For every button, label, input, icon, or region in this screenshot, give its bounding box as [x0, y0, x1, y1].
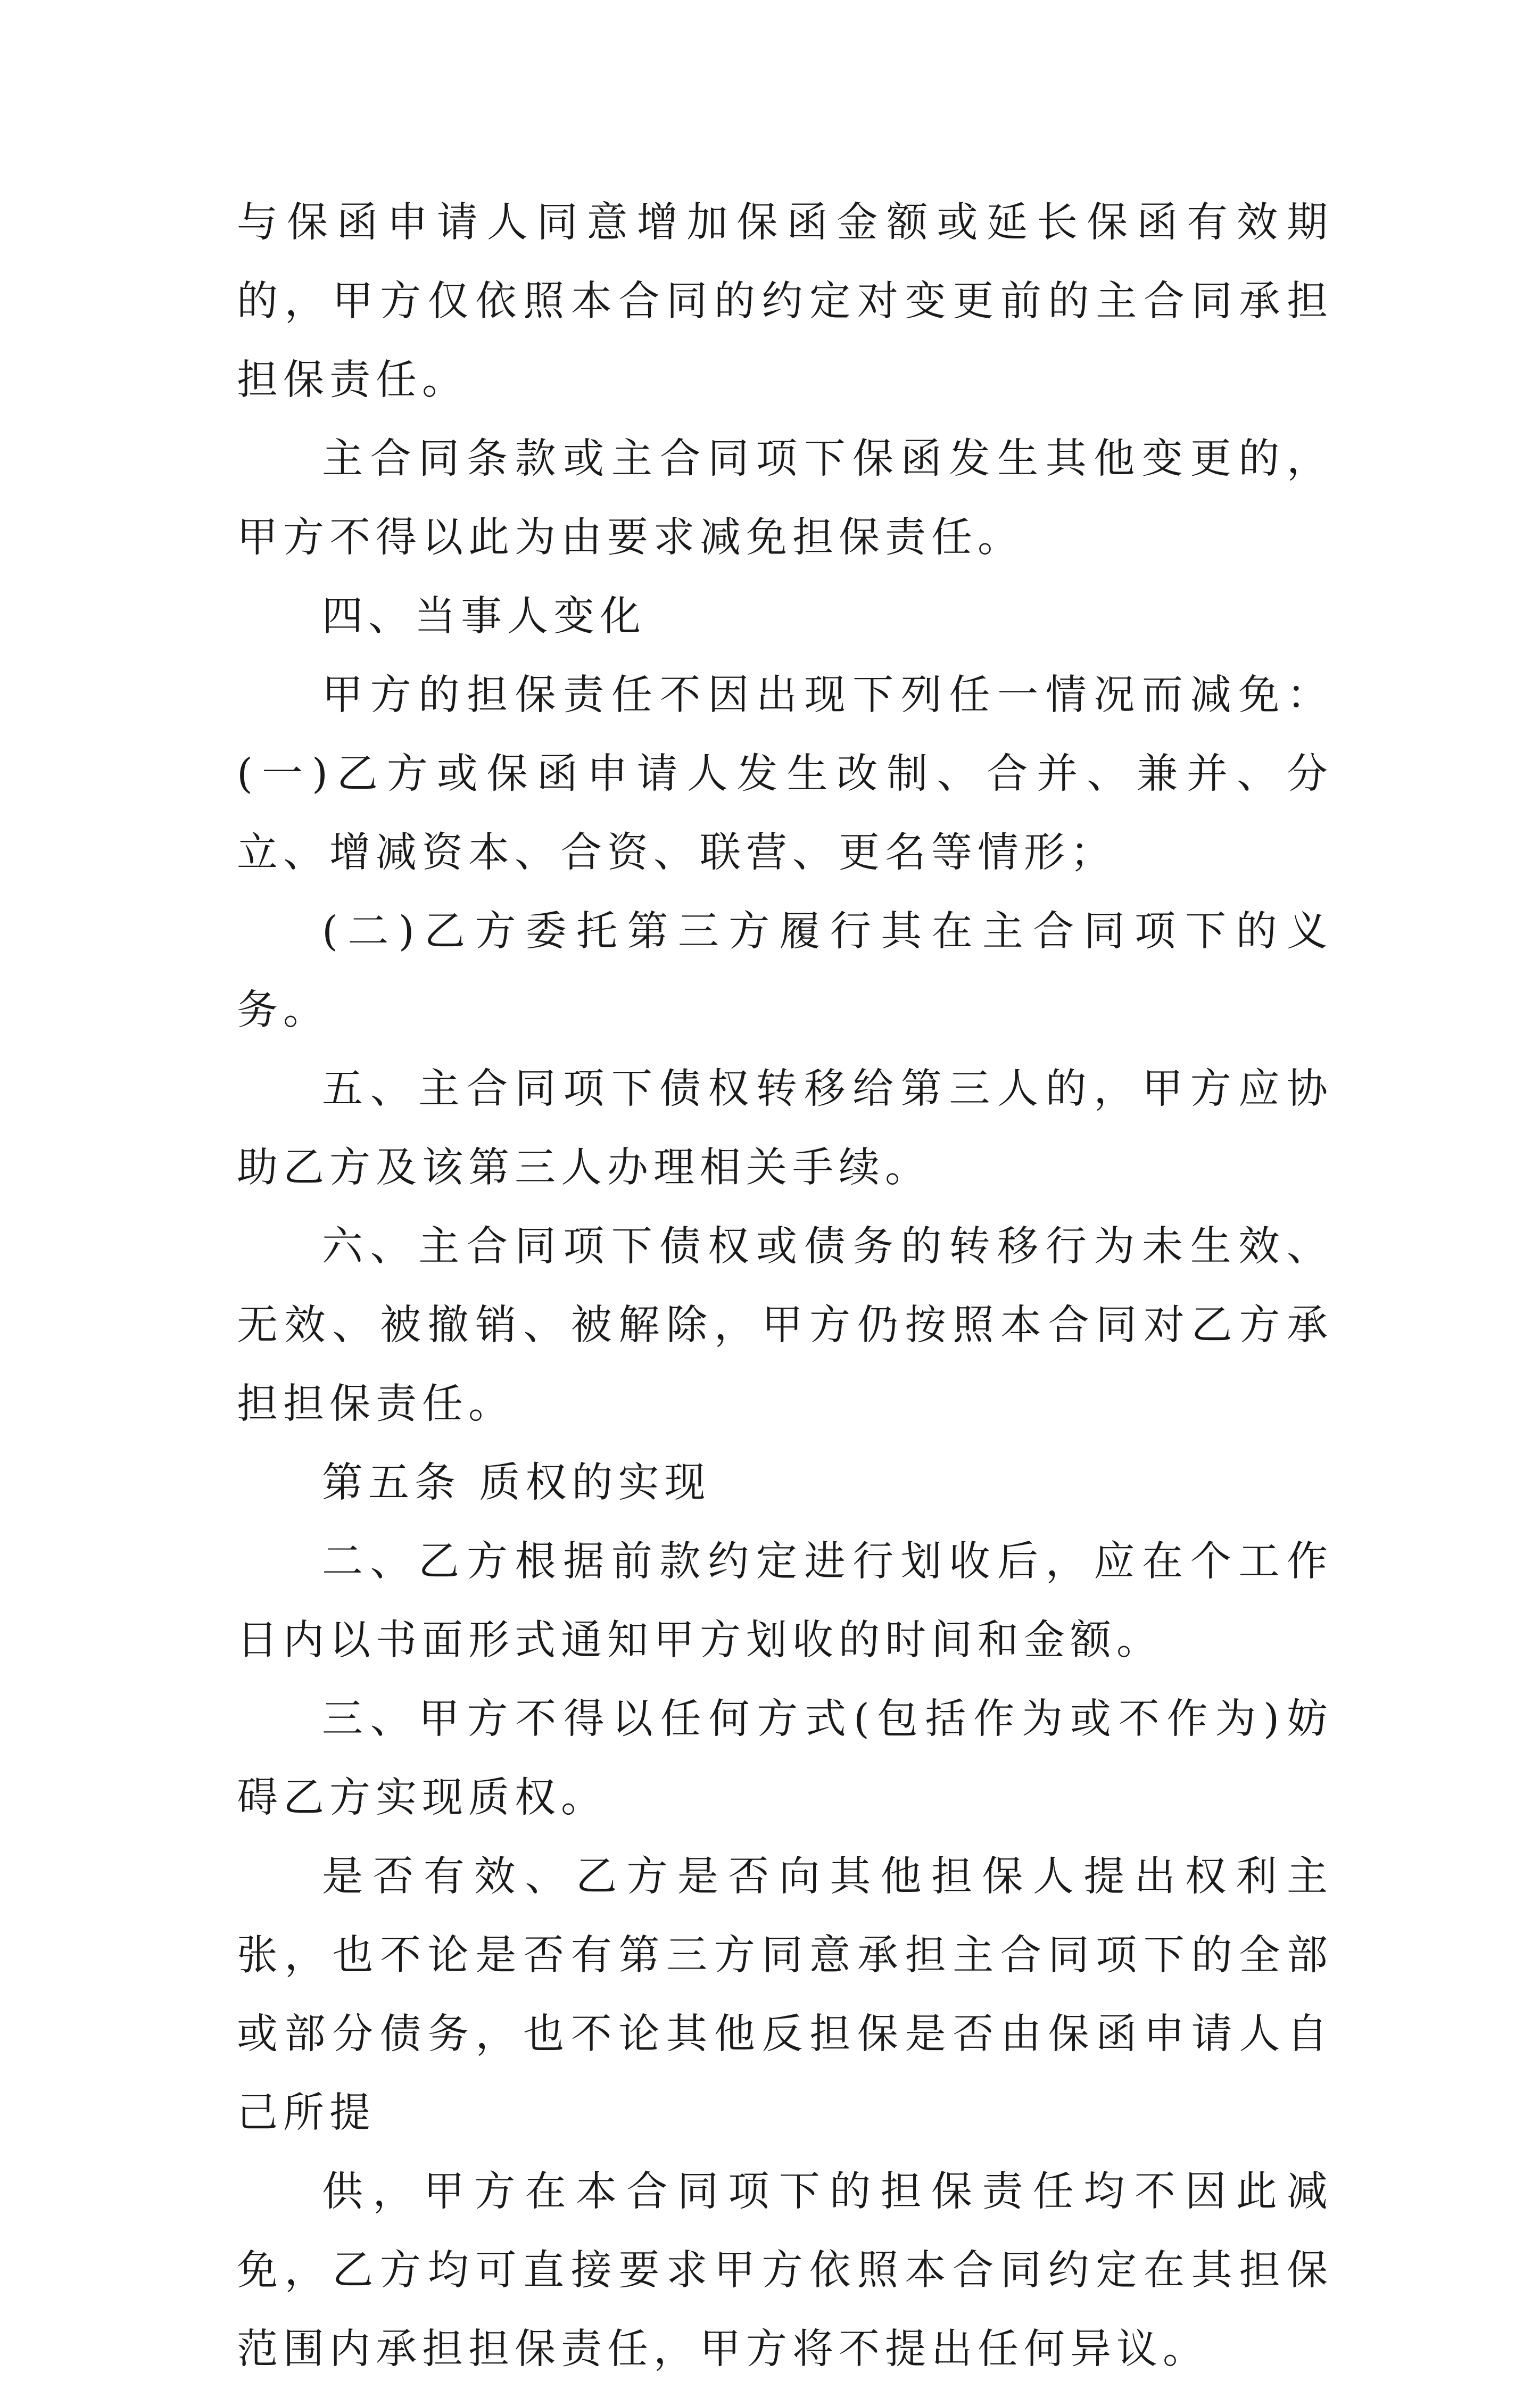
paragraph-4: 甲方的担保责任不因出现下列任一情况而减免：(一)乙方或保函申请人发生改制、合并、兼并、分立、增减资本、合资、联营、更名等情形；: [237, 672, 1333, 877]
section-heading-party-change: 四、当事人变化: [322, 593, 646, 640]
paragraph-7: 六、主合同项下债权或债务的转移行为未生效、无效、被撤销、被解除，甲方仍按照本合同对乙方承担担保责任。: [237, 1223, 1333, 1428]
paragraph-6: 五、主合同项下债权转移给第三人的，甲方应协助乙方及该第三人办理相关手续。: [237, 1065, 1333, 1192]
article-heading-pledge-realization: 第五条 质权的实现: [322, 1459, 711, 1507]
paragraph-11: 是否有效、乙方是否向其他担保人提出权利主张，也不论是否有第三方同意承担主合同项下的全部或部分债务，也不论其他反担保是否由保函申请人自己所提: [237, 1853, 1333, 2137]
paragraph-12: 供，甲方在本合同项下的担保责任均不因此减免，乙方均可直接要求甲方依照本合同约定在其担保范围内承担担保责任，甲方将不提出任何异议。: [237, 2168, 1333, 2373]
paragraph-10: 三、甲方不得以任何方式(包括作为或不作为)妨碍乙方实现质权。: [237, 1696, 1333, 1822]
paragraph-1: 与保函申请人同意增加保函金额或延长保函有效期的，甲方仅依照本合同的约定对变更前的主合同承担担保责任。: [237, 199, 1333, 404]
paragraph-2: 主合同条款或主合同项下保函发生其他变更的，甲方不得以此为由要求减免担保责任。: [237, 435, 1333, 561]
paragraph-9: 二、乙方根据前款约定进行划收后，应在个工作日内以书面形式通知甲方划收的时间和金额。: [237, 1538, 1333, 1664]
document-body: [237, 184, 1333, 2389]
paragraph-5: (二)乙方委托第三方履行其在主合同项下的义务。: [237, 908, 1333, 1034]
